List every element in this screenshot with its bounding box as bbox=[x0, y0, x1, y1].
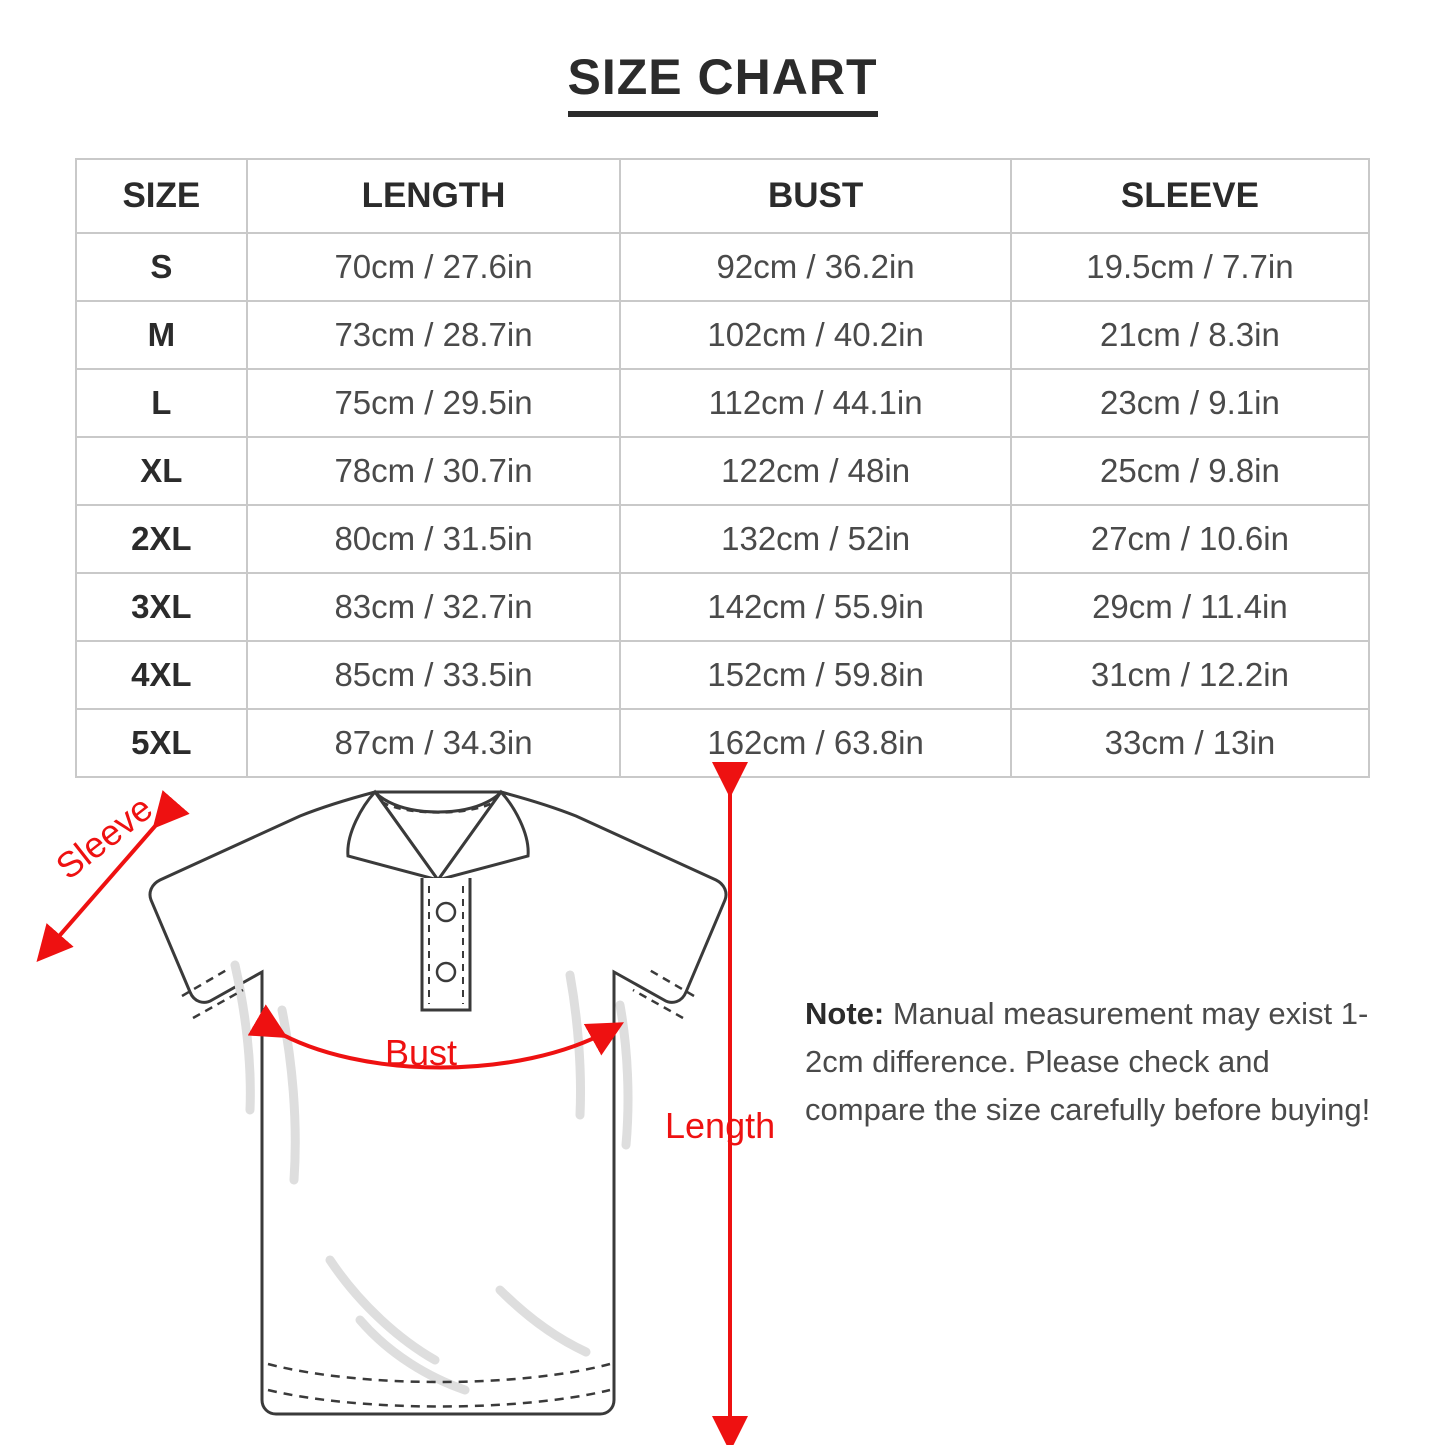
cell-bust: 102cm / 40.2in bbox=[620, 301, 1010, 369]
table-row bbox=[76, 369, 1369, 437]
cell-bust: 122cm / 48in bbox=[620, 437, 1010, 505]
cell-sleeve: 19.5cm / 7.7in bbox=[1011, 233, 1369, 301]
bust-label: Bust bbox=[385, 1032, 458, 1073]
page-title-text: SIZE CHART bbox=[568, 49, 878, 117]
cell-size: L bbox=[76, 369, 247, 437]
cell-size: M bbox=[76, 301, 247, 369]
sleeve-label: Sleeve bbox=[48, 787, 160, 888]
cell-bust: 92cm / 36.2in bbox=[620, 233, 1010, 301]
cell-bust: 112cm / 44.1in bbox=[620, 369, 1010, 437]
size-chart-table bbox=[75, 158, 1370, 778]
cell-length: 85cm / 33.5in bbox=[247, 641, 621, 709]
table-row bbox=[76, 301, 1369, 369]
note-body: Manual measurement may exist 1-2cm difference. Please check and compare the size carefully before buying! bbox=[805, 996, 1371, 1128]
table-header-row bbox=[76, 159, 1369, 233]
column-header-size: SIZE bbox=[76, 159, 247, 233]
column-header-length: LENGTH bbox=[247, 159, 621, 233]
column-header-bust: BUST bbox=[620, 159, 1010, 233]
cell-length: 73cm / 28.7in bbox=[247, 301, 621, 369]
cell-size: 4XL bbox=[76, 641, 247, 709]
cell-sleeve: 29cm / 11.4in bbox=[1011, 573, 1369, 641]
table-row bbox=[76, 233, 1369, 301]
cell-size: 3XL bbox=[76, 573, 247, 641]
cell-size: 2XL bbox=[76, 505, 247, 573]
cell-sleeve: 27cm / 10.6in bbox=[1011, 505, 1369, 573]
cell-sleeve: 33cm / 13in bbox=[1011, 709, 1369, 777]
cell-size: S bbox=[76, 233, 247, 301]
table-row bbox=[76, 437, 1369, 505]
cell-sleeve: 23cm / 9.1in bbox=[1011, 369, 1369, 437]
note-prefix: Note: bbox=[805, 996, 885, 1031]
table-header bbox=[76, 159, 1369, 233]
cell-length: 80cm / 31.5in bbox=[247, 505, 621, 573]
length-label: Length bbox=[665, 1105, 776, 1146]
cell-size: XL bbox=[76, 437, 247, 505]
table-row bbox=[76, 573, 1369, 641]
size-chart-table-container bbox=[75, 158, 1370, 778]
table-row bbox=[76, 505, 1369, 573]
cell-length: 87cm / 34.3in bbox=[247, 709, 621, 777]
cell-bust: 162cm / 63.8in bbox=[620, 709, 1010, 777]
cell-length: 83cm / 32.7in bbox=[247, 573, 621, 641]
cell-length: 78cm / 30.7in bbox=[247, 437, 621, 505]
page-title bbox=[0, 0, 1445, 105]
cell-sleeve: 21cm / 8.3in bbox=[1011, 301, 1369, 369]
table-row bbox=[76, 641, 1369, 709]
cell-bust: 132cm / 52in bbox=[620, 505, 1010, 573]
table-body bbox=[76, 233, 1369, 777]
polo-shirt-icon bbox=[30, 760, 850, 1445]
cell-bust: 142cm / 55.9in bbox=[620, 573, 1010, 641]
cell-length: 70cm / 27.6in bbox=[247, 233, 621, 301]
note-text bbox=[805, 990, 1375, 1134]
cell-bust: 152cm / 59.8in bbox=[620, 641, 1010, 709]
column-header-sleeve: SLEEVE bbox=[1011, 159, 1369, 233]
cell-length: 75cm / 29.5in bbox=[247, 369, 621, 437]
cell-size: 5XL bbox=[76, 709, 247, 777]
cell-sleeve: 25cm / 9.8in bbox=[1011, 437, 1369, 505]
cell-sleeve: 31cm / 12.2in bbox=[1011, 641, 1369, 709]
